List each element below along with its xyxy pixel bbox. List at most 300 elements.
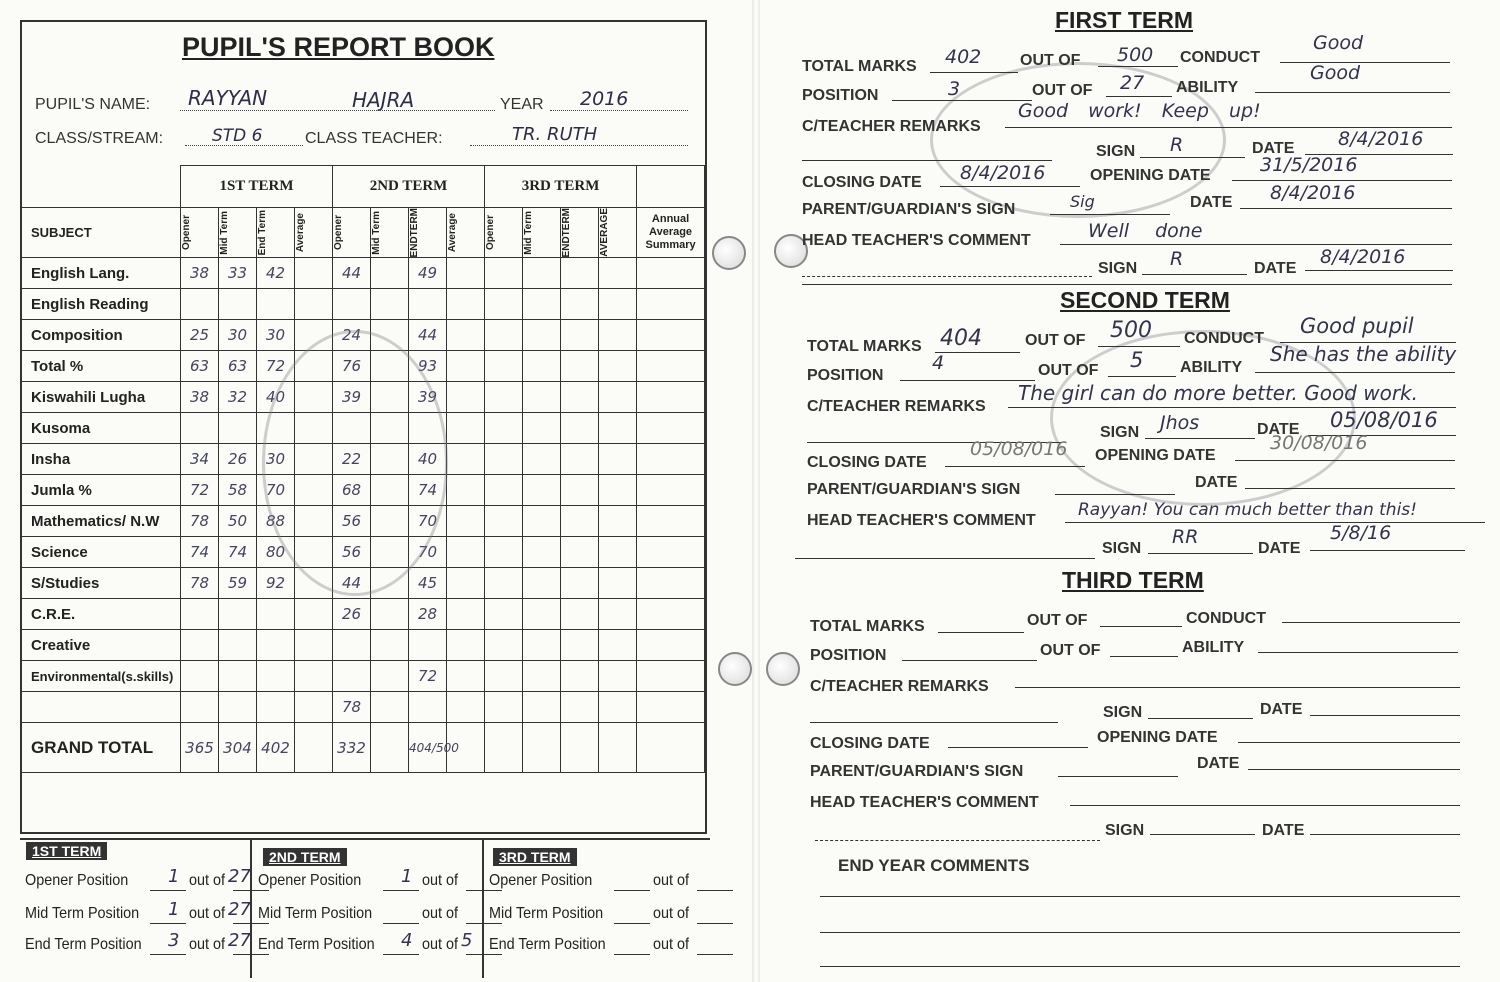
mark-cell: 33 [219, 258, 257, 289]
mark-cell [637, 630, 705, 661]
mark-cell: 42 [257, 258, 295, 289]
mark-cell [599, 289, 637, 320]
column-header-row [21, 208, 705, 258]
mark-cell: 63 [219, 351, 257, 382]
mark-cell [599, 568, 637, 599]
out-of-label: OUT OF [1032, 82, 1093, 99]
opening-date-label: OPENING DATE [1097, 729, 1218, 746]
col-t3-avg: AVERAGE [599, 208, 611, 258]
mark-cell [219, 692, 257, 723]
position-label: POSITION [802, 87, 879, 104]
t1-head-sign: R [1170, 248, 1184, 270]
mark-cell: 28 [409, 599, 447, 630]
table-row [21, 630, 705, 661]
mark-cell: 44 [333, 258, 371, 289]
subject-name: Insha [21, 444, 181, 475]
year-label: YEAR [500, 96, 544, 113]
position-label: End Term Position [25, 936, 142, 953]
mark-cell: 78 [333, 692, 371, 723]
mark-cell [371, 661, 409, 692]
mark-cell: 40 [409, 444, 447, 475]
out-of-label: OUT OF [1025, 332, 1086, 349]
out-of-label: out of [422, 936, 459, 953]
mark-cell: 74 [181, 537, 219, 568]
mark-cell: 39 [409, 382, 447, 413]
mark-cell [447, 413, 485, 444]
mark-cell [181, 661, 219, 692]
mark-cell: 40 [257, 382, 295, 413]
mark-cell: 39 [333, 382, 371, 413]
col-t2-opener: Opener [333, 215, 344, 251]
mark-cell [561, 537, 599, 568]
mark-cell [295, 661, 333, 692]
position-value: 1 [168, 899, 180, 920]
mark-cell [637, 568, 705, 599]
opening-date-label: OPENING DATE [1090, 167, 1211, 184]
mark-cell: 22 [333, 444, 371, 475]
mark-cell: 74 [219, 537, 257, 568]
sign-label: SIGN [1102, 540, 1142, 557]
mark-cell [561, 258, 599, 289]
t2-remarks: The girl can do more better. Good work. [1018, 381, 1418, 405]
total-marks-label: TOTAL MARKS [802, 58, 917, 75]
pos-term3-heading: 3RD TERM [493, 848, 577, 866]
date-label: DATE [1254, 260, 1297, 277]
date-label: DATE [1190, 194, 1233, 211]
gt-cell: 304 [219, 723, 257, 773]
mark-cell: 80 [257, 537, 295, 568]
mark-cell: 30 [257, 444, 295, 475]
mark-cell [257, 599, 295, 630]
mark-cell [637, 444, 705, 475]
subject-name [21, 692, 181, 723]
mark-cell [485, 630, 523, 661]
mark-cell [523, 537, 561, 568]
mark-cell [295, 692, 333, 723]
col-t3-end: ENDTERM [561, 208, 573, 258]
position-label: Mid Term Position [258, 905, 373, 922]
class-teacher-value: TR. RUTH [512, 124, 598, 145]
mark-cell [447, 568, 485, 599]
subject-name: Creative [21, 630, 181, 661]
mark-cell: 26 [333, 599, 371, 630]
mark-cell [181, 599, 219, 630]
col-t1-avg: Average [295, 213, 306, 253]
mark-cell [295, 289, 333, 320]
mark-cell [181, 692, 219, 723]
mark-cell [523, 382, 561, 413]
mark-cell [523, 444, 561, 475]
term-3-header: 3RD TERM [485, 166, 637, 208]
position-out-of: 5 [461, 930, 473, 951]
out-of-label: OUT OF [1020, 52, 1081, 69]
table-row [21, 661, 705, 692]
gt-cell: 365 [181, 723, 219, 773]
t2-date: 05/08/016 [1330, 408, 1438, 432]
t2-position-out-of: 5 [1130, 348, 1144, 372]
mark-cell [561, 475, 599, 506]
mark-cell [219, 630, 257, 661]
col-t1-mid: Mid Term [219, 210, 230, 255]
total-marks-label: TOTAL MARKS [810, 618, 925, 635]
mark-cell [523, 289, 561, 320]
table-row [21, 258, 705, 289]
mark-cell [485, 351, 523, 382]
out-of-label: out of [189, 936, 226, 953]
mark-cell: 76 [333, 351, 371, 382]
mark-cell: 72 [409, 661, 447, 692]
sign-label: SIGN [1096, 143, 1136, 160]
date-label: DATE [1197, 755, 1240, 772]
t2-head-date: 5/8/16 [1330, 522, 1392, 544]
mark-cell [561, 692, 599, 723]
conduct-label: CONDUCT [1184, 330, 1264, 347]
mark-cell [447, 692, 485, 723]
table-row [21, 692, 705, 723]
pos-term2-heading: 2ND TERM [263, 848, 347, 866]
mark-cell [637, 661, 705, 692]
position-out-of: 27 [228, 930, 251, 951]
mark-cell: 44 [409, 320, 447, 351]
t2-head-comment: Rayyan! You can much better than this! [1078, 500, 1417, 520]
mark-cell [447, 630, 485, 661]
t1-opening-date: 31/5/2016 [1260, 154, 1358, 176]
mark-cell: 72 [181, 475, 219, 506]
mark-cell [333, 630, 371, 661]
class-label: CLASS/STREAM: [35, 130, 164, 147]
end-year-comments-label: END YEAR COMMENTS [838, 856, 1030, 875]
mark-cell [523, 568, 561, 599]
position-out-of: 27 [228, 899, 251, 920]
mark-cell [637, 320, 705, 351]
mark-cell [447, 320, 485, 351]
mark-cell [447, 289, 485, 320]
position-out-of: 27 [228, 866, 251, 887]
grand-total-label: GRAND TOTAL [21, 723, 181, 773]
total-marks-label: TOTAL MARKS [807, 338, 922, 355]
t1-head-comment: Well done [1088, 220, 1203, 242]
mark-cell [599, 444, 637, 475]
mark-cell: 58 [219, 475, 257, 506]
t2-conduct: Good pupil [1300, 314, 1414, 338]
out-of-label: OUT OF [1038, 362, 1099, 379]
sign-label: SIGN [1098, 260, 1138, 277]
mark-cell: 70 [409, 506, 447, 537]
gt-cell [371, 723, 409, 773]
date-label: DATE [1257, 421, 1300, 438]
mark-cell [561, 568, 599, 599]
mark-cell [637, 351, 705, 382]
subject-name: Environmental(s.skills) [21, 661, 181, 692]
mark-cell [485, 475, 523, 506]
mark-cell [523, 630, 561, 661]
pos-term1-heading: 1ST TERM [26, 842, 107, 860]
head-comment-label: HEAD TEACHER'S COMMENT [802, 232, 1031, 249]
mark-cell: 32 [219, 382, 257, 413]
t1-parent-date: 8/4/2016 [1270, 182, 1356, 204]
position-label: End Term Position [489, 936, 606, 953]
t1-total-marks: 402 [945, 46, 982, 68]
col-t2-avg: Average [447, 213, 458, 253]
mark-cell [257, 289, 295, 320]
mark-cell [599, 413, 637, 444]
position-value: 3 [168, 930, 180, 951]
class-teacher-line [470, 145, 688, 146]
mark-cell [485, 506, 523, 537]
first-term-heading: FIRST TERM [1055, 7, 1193, 33]
conduct-label: CONDUCT [1180, 49, 1260, 66]
gt-cell [295, 723, 333, 773]
mark-cell [599, 599, 637, 630]
mark-cell [523, 413, 561, 444]
mark-cell: 92 [257, 568, 295, 599]
date-label: DATE [1262, 822, 1305, 839]
position-label: Mid Term Position [25, 905, 140, 922]
binder-hole [718, 652, 752, 686]
mark-cell: 68 [333, 475, 371, 506]
mark-cell [637, 475, 705, 506]
mark-cell [447, 444, 485, 475]
term-2-header: 2ND TERM [333, 166, 485, 208]
mark-cell [485, 537, 523, 568]
mark-cell [637, 506, 705, 537]
cteacher-remarks-label: C/TEACHER REMARKS [810, 678, 989, 695]
mark-cell: 50 [219, 506, 257, 537]
mark-cell [257, 630, 295, 661]
mark-cell [599, 475, 637, 506]
mark-cell [295, 630, 333, 661]
binder-hole [766, 652, 800, 686]
gt-cell: 402 [257, 723, 295, 773]
mark-cell [371, 289, 409, 320]
mark-cell: 56 [333, 537, 371, 568]
mark-cell [599, 537, 637, 568]
t2-total-marks: 404 [940, 326, 982, 351]
mark-cell: 88 [257, 506, 295, 537]
t1-conduct: Good [1313, 32, 1364, 54]
col-t2-end: ENDTERM [409, 208, 420, 258]
out-of-label: out of [422, 905, 459, 922]
mark-cell [447, 599, 485, 630]
col-t3-opener: Opener [485, 215, 497, 251]
col-t1-opener: Opener [181, 215, 192, 251]
mark-cell: 30 [257, 320, 295, 351]
subject-header: SUBJECT [21, 208, 181, 258]
mark-cell [561, 320, 599, 351]
out-of-label: out of [189, 905, 226, 922]
mark-cell: 24 [333, 320, 371, 351]
mark-cell [523, 506, 561, 537]
parent-sign-label: PARENT/GUARDIAN'S SIGN [810, 763, 1024, 780]
subject-name: S/Studies [21, 568, 181, 599]
third-term-heading: THIRD TERM [1062, 567, 1204, 593]
mark-cell [485, 568, 523, 599]
mark-cell [447, 382, 485, 413]
report-title: PUPIL'S REPORT BOOK [182, 32, 495, 62]
mark-cell [257, 692, 295, 723]
mark-cell: 45 [409, 568, 447, 599]
year-value: 2016 [580, 88, 629, 110]
head-comment-label: HEAD TEACHER'S COMMENT [810, 794, 1039, 811]
position-value: 1 [168, 866, 180, 887]
col-t2-mid: Mid Term [371, 210, 382, 255]
mark-cell [561, 506, 599, 537]
subject-name: English Lang. [21, 258, 181, 289]
mark-cell [637, 289, 705, 320]
mark-cell: 93 [409, 351, 447, 382]
t2-closing-date: 05/08/016 [970, 438, 1068, 460]
t1-sign: R [1170, 134, 1184, 156]
mark-cell: 30 [219, 320, 257, 351]
t1-head-date: 8/4/2016 [1320, 246, 1406, 268]
out-of-label: OUT OF [1027, 612, 1088, 629]
mark-cell [561, 599, 599, 630]
mark-cell [637, 599, 705, 630]
position-label: End Term Position [258, 936, 375, 953]
mark-cell [523, 661, 561, 692]
gt-cell: 404/500 [409, 723, 447, 773]
mark-cell [637, 382, 705, 413]
mark-cell: 26 [219, 444, 257, 475]
grand-total-row [21, 723, 705, 773]
mark-cell [485, 444, 523, 475]
binder-hole [712, 236, 746, 270]
mark-cell [599, 382, 637, 413]
parent-sign-label: PARENT/GUARDIAN'S SIGN [807, 481, 1021, 498]
position-label: Opener Position [25, 872, 129, 889]
mark-cell: 78 [181, 568, 219, 599]
position-label: POSITION [810, 647, 887, 664]
mark-cell [447, 661, 485, 692]
mark-cell: 49 [409, 258, 447, 289]
t1-out-of: 500 [1117, 44, 1154, 66]
mark-cell: 59 [219, 568, 257, 599]
mark-cell [371, 630, 409, 661]
mark-cell [409, 692, 447, 723]
t2-ability: She has the ability [1270, 342, 1457, 366]
mark-cell [561, 382, 599, 413]
out-of-label: out of [653, 936, 690, 953]
pupil-last-name: HAJRA [352, 88, 415, 112]
mark-cell [371, 258, 409, 289]
head-comment-label: HEAD TEACHER'S COMMENT [807, 512, 1036, 529]
subject-name: Total % [21, 351, 181, 382]
mark-cell [599, 506, 637, 537]
mark-cell [561, 630, 599, 661]
mark-cell [637, 692, 705, 723]
date-label: DATE [1195, 474, 1238, 491]
mark-cell [561, 661, 599, 692]
mark-cell [637, 537, 705, 568]
mark-cell [523, 258, 561, 289]
ability-label: ABILITY [1182, 639, 1245, 656]
mark-cell [219, 661, 257, 692]
mark-cell [181, 289, 219, 320]
out-of-label: OUT OF [1040, 642, 1101, 659]
sign-label: SIGN [1103, 704, 1143, 721]
subject-name: Jumla % [21, 475, 181, 506]
mark-cell: 25 [181, 320, 219, 351]
subject-name: Science [21, 537, 181, 568]
position-value: 4 [401, 930, 413, 951]
t1-closing-date: 8/4/2016 [960, 162, 1046, 184]
t1-position-out-of: 27 [1120, 72, 1145, 94]
position-label: Opener Position [258, 872, 362, 889]
class-value: STD 6 [212, 126, 263, 146]
mark-cell [523, 320, 561, 351]
cteacher-remarks-label: C/TEACHER REMARKS [807, 398, 986, 415]
t1-ability: Good [1310, 62, 1361, 84]
mark-cell [485, 599, 523, 630]
subject-name: Kusoma [21, 413, 181, 444]
closing-date-label: CLOSING DATE [810, 735, 930, 752]
subject-name: Composition [21, 320, 181, 351]
mark-cell: 34 [181, 444, 219, 475]
date-label: DATE [1258, 540, 1301, 557]
mark-cell [485, 382, 523, 413]
t2-position: 4 [932, 352, 945, 374]
mark-cell [371, 692, 409, 723]
mark-cell [523, 692, 561, 723]
mark-cell [599, 692, 637, 723]
school-stamp [262, 330, 448, 596]
pupil-name-label: PUPIL'S NAME: [35, 96, 151, 113]
date-label: DATE [1260, 701, 1303, 718]
mark-cell [409, 630, 447, 661]
mark-cell [485, 692, 523, 723]
col-t1-end: End Term [257, 210, 268, 256]
out-of-label: out of [653, 872, 690, 889]
mark-cell [219, 599, 257, 630]
subject-name: English Reading [21, 289, 181, 320]
mark-cell [485, 413, 523, 444]
position-value: 1 [401, 866, 413, 887]
mark-cell: 70 [409, 537, 447, 568]
term-1-header: 1ST TERM [181, 166, 333, 208]
class-teacher-label: CLASS TEACHER: [305, 130, 443, 147]
out-of-label: out of [653, 905, 690, 922]
out-of-label: out of [422, 872, 459, 889]
mark-cell [295, 599, 333, 630]
gt-cell: 332 [333, 723, 371, 773]
mark-cell: 38 [181, 258, 219, 289]
mark-cell [333, 661, 371, 692]
t2-out-of: 500 [1110, 318, 1152, 343]
mark-cell [637, 413, 705, 444]
mark-cell [561, 413, 599, 444]
position-label: Opener Position [489, 872, 593, 889]
second-term-heading: SECOND TERM [1060, 287, 1230, 313]
mark-cell: 78 [181, 506, 219, 537]
out-of-label: out of [189, 872, 226, 889]
year-line [550, 110, 688, 111]
closing-date-label: CLOSING DATE [807, 454, 927, 471]
mark-cell [219, 289, 257, 320]
mark-cell [561, 289, 599, 320]
mark-cell [409, 289, 447, 320]
mark-cell [599, 258, 637, 289]
cteacher-remarks-label: C/TEACHER REMARKS [802, 118, 981, 135]
summary-header: Annual Average Summary [637, 208, 705, 258]
t1-remarks: Good work! Keep up! [1018, 100, 1261, 122]
mark-cell: 72 [257, 351, 295, 382]
t2-head-sign: RR [1172, 526, 1199, 548]
t1-date: 8/4/2016 [1338, 128, 1424, 150]
mark-cell [637, 258, 705, 289]
mark-cell [485, 661, 523, 692]
mark-cell [447, 537, 485, 568]
mark-cell: 56 [333, 506, 371, 537]
